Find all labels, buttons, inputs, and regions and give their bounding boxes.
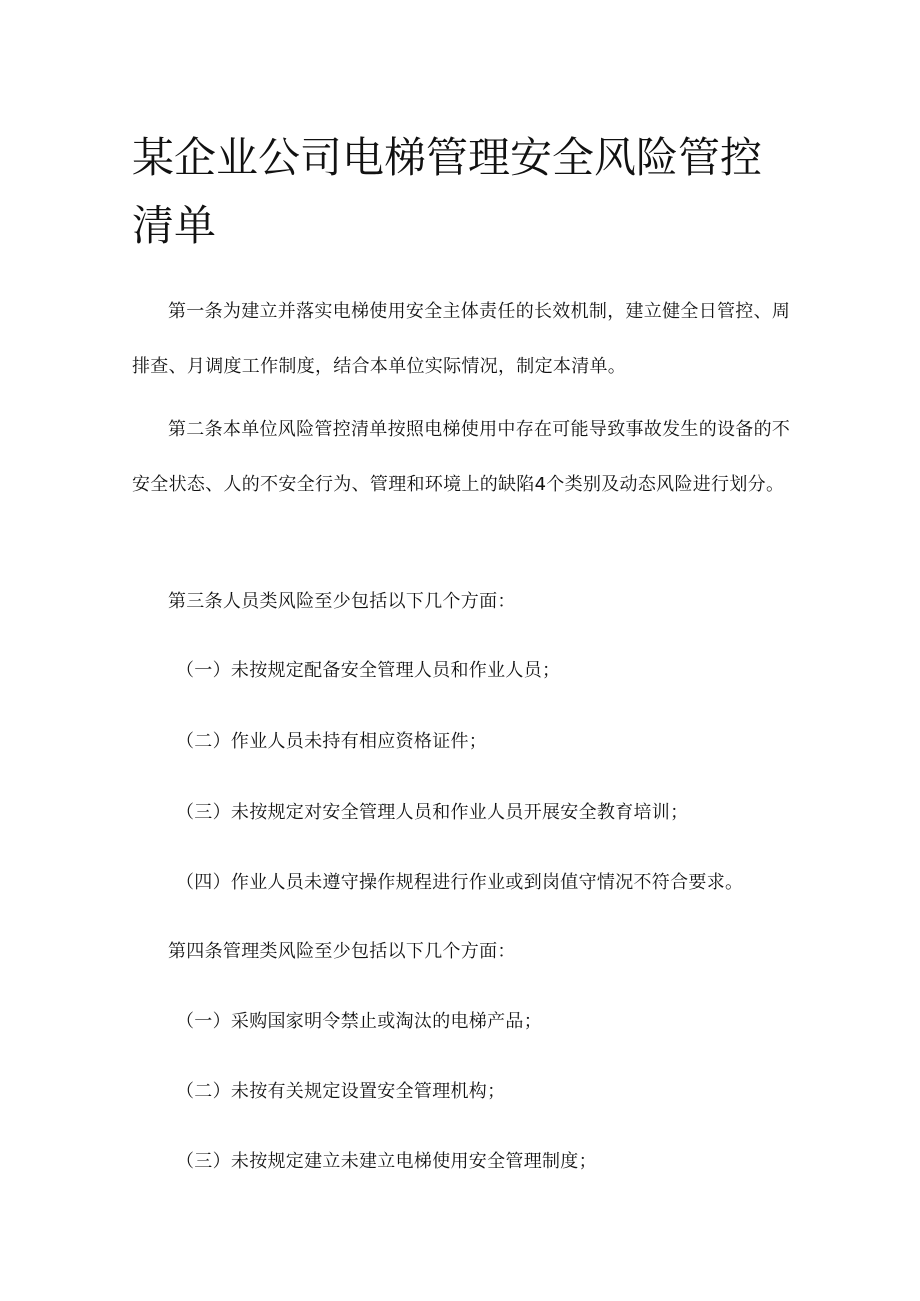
management-risk-item-1: （一）采购国家明令禁止或淘汰的电梯产品； bbox=[176, 1011, 542, 1032]
article-3-heading: 第三条人员类风险至少包括以下几个方面： bbox=[168, 591, 516, 612]
article-4-heading: 第四条管理类风险至少包括以下几个方面： bbox=[168, 941, 516, 962]
article-2-paragraph: 第二条本单位风险管控清单按照电梯使用中存在可能导致事故发生的设备的不安全状态、人的不安全行为、管理和环境上的缺陷4个类别及动态风险进行划分。 bbox=[132, 419, 791, 495]
management-risk-item-3: （三）未按规定建立未建立电梯使用安全管理制度； bbox=[176, 1151, 597, 1172]
personnel-risk-item-2: （二）作业人员未持有相应资格证件； bbox=[176, 731, 488, 752]
document-title: 某企业公司电梯管理安全风险管控清单 bbox=[132, 133, 763, 250]
management-risk-item-2: （二）未按有关规定设置安全管理机构； bbox=[176, 1081, 506, 1102]
personnel-risk-item-4: （四）作业人员未遵守操作规程进行作业或到岗值守情况不符合要求。 bbox=[176, 872, 744, 893]
personnel-risk-item-3: （三）未按规定对安全管理人员和作业人员开展安全教育培训； bbox=[176, 802, 689, 823]
article-1-paragraph: 第一条为建立并落实电梯使用安全主体责任的长效机制，建立健全日管控、周排查、月调度工作制度，结合本单位实际情况，制定本清单。 bbox=[132, 301, 791, 377]
personnel-risk-item-1: （一）未按规定配备安全管理人员和作业人员； bbox=[176, 660, 561, 681]
